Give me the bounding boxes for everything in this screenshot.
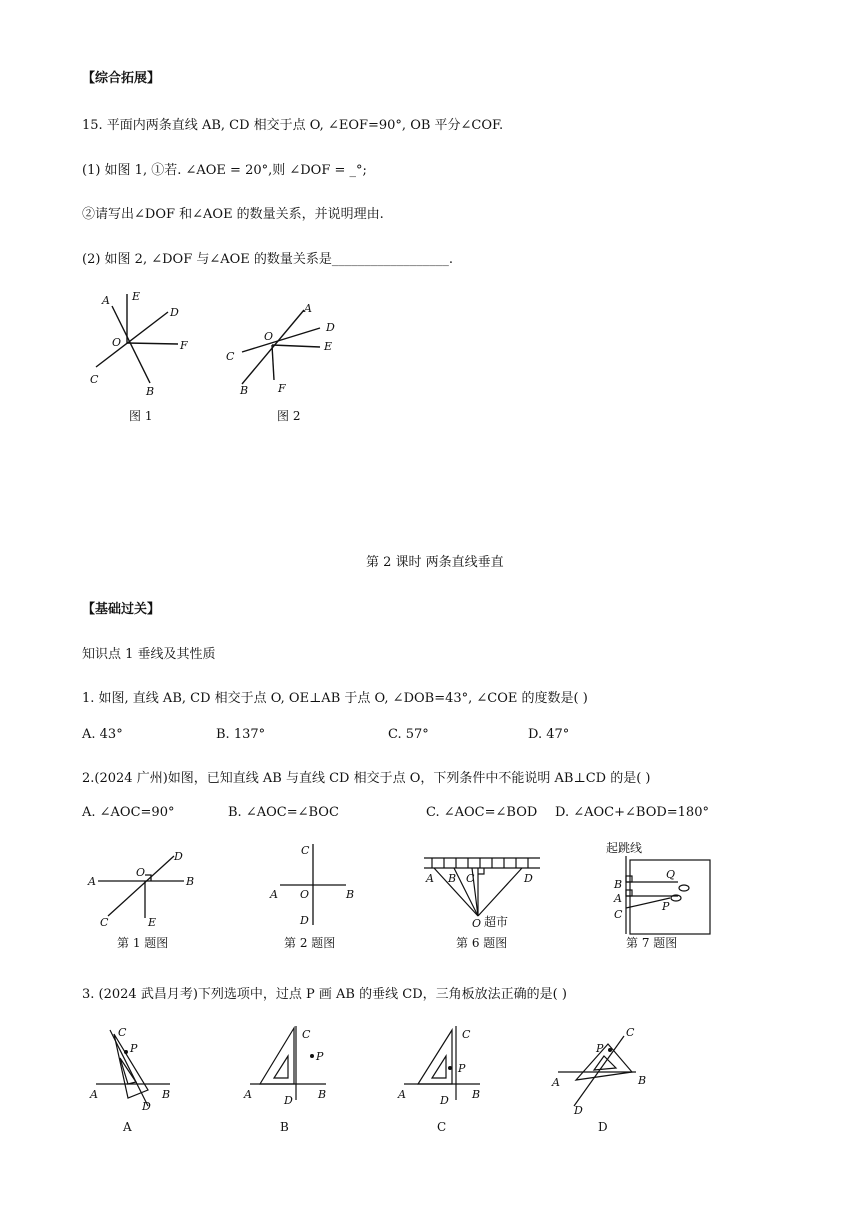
- svg-text:C: C: [226, 350, 235, 363]
- svg-text:A: A: [426, 872, 434, 885]
- fig2-caption: 图 2: [277, 409, 301, 423]
- svg-text:E: E: [324, 340, 333, 353]
- q1-option-c: C. 57°: [388, 727, 429, 742]
- svg-text:Q: Q: [666, 868, 676, 881]
- svg-text:D: D: [300, 914, 309, 927]
- svg-text:C: C: [118, 1026, 127, 1039]
- svg-text:A: A: [102, 294, 110, 307]
- fig-q1-caption: 第 1 题图: [117, 936, 169, 950]
- q15-part1-a: (1) 如图 1, ①若. ∠AOE = 20°,则 ∠DOF = _°;: [82, 163, 367, 178]
- lesson-title: 第 2 课时 两条直线垂直: [366, 555, 504, 570]
- svg-text:O: O: [136, 866, 146, 879]
- q2-option-d: D. ∠AOC+∠BOD=180°: [555, 805, 709, 820]
- q2-option-c: C. ∠AOC=∠BOD: [426, 805, 538, 820]
- q3-figure-a: [88, 1022, 188, 1122]
- svg-text:C: C: [90, 373, 99, 386]
- q3-figure-c: [398, 1022, 498, 1122]
- fig1-caption: 图 1: [129, 409, 153, 423]
- q3-choice-b: B: [280, 1120, 289, 1134]
- figure-q6: [420, 852, 550, 942]
- svg-text:C: C: [302, 1028, 311, 1041]
- q3-figure-b: [242, 1022, 342, 1122]
- svg-text:E: E: [148, 916, 157, 929]
- svg-text:P: P: [596, 1042, 604, 1055]
- svg-text:O: O: [264, 330, 274, 343]
- q3-choice-a: A: [123, 1120, 132, 1134]
- q3-stem: 3. (2024 武昌月考)下列选项中，过点 P 画 AB 的垂线 CD，三角板放法正确的是( ): [82, 987, 567, 1002]
- svg-text:B: B: [614, 878, 623, 891]
- svg-text:D: D: [170, 306, 179, 319]
- svg-text:C: C: [626, 1026, 635, 1039]
- svg-text:D: D: [142, 1100, 151, 1113]
- q3-figure-d: [552, 1022, 662, 1122]
- q2-stem: 2.(2024 广州)如图，已知直线 AB 与直线 CD 相交于点 O，下列条件中不能说明 AB⊥CD 的是( ): [82, 771, 651, 786]
- svg-text:A: A: [614, 892, 622, 905]
- svg-text:F: F: [180, 339, 188, 352]
- svg-text:D: D: [174, 850, 183, 863]
- svg-text:A: A: [304, 302, 312, 315]
- svg-text:D: D: [284, 1094, 293, 1107]
- svg-text:B: B: [346, 888, 355, 901]
- fig-q6-caption: 第 6 题图: [456, 936, 508, 950]
- svg-text:C: C: [100, 916, 109, 929]
- svg-text:P: P: [662, 900, 670, 913]
- svg-text:D: D: [440, 1094, 449, 1107]
- fig7-jump-line-label: 起跳线: [606, 841, 643, 855]
- q2-option-a: A. ∠AOC=90°: [82, 805, 175, 820]
- q1-option-a: A. 43°: [82, 727, 123, 742]
- section-heading-comprehensive: 【综合拓展】: [82, 71, 161, 86]
- svg-text:B: B: [146, 385, 155, 398]
- fig-q7-caption: 第 7 题图: [626, 936, 678, 950]
- q15-figure-1: [80, 288, 210, 398]
- q15-part1-b: ②请写出∠DOF 和∠AOE 的数量关系，并说明理由.: [82, 207, 384, 222]
- figure-q2: [266, 840, 376, 930]
- svg-text:C: C: [466, 872, 475, 885]
- q15-part2: (2) 如图 2, ∠DOF 与∠AOE 的数量关系是__________________.: [82, 252, 454, 267]
- svg-text:B: B: [638, 1074, 647, 1087]
- svg-text:O: O: [472, 917, 482, 930]
- q2-option-b: B. ∠AOC=∠BOC: [228, 805, 339, 820]
- svg-text:A: A: [90, 1088, 98, 1101]
- q1-option-b: B. 137°: [216, 727, 266, 742]
- q15-stem: 15. 平面内两条直线 AB, CD 相交于点 O, ∠EOF=90°, OB 平分∠COF.: [82, 118, 504, 133]
- svg-text:B: B: [472, 1088, 481, 1101]
- svg-text:F: F: [278, 382, 286, 395]
- svg-text:A: A: [552, 1076, 560, 1089]
- knowledge-point: 知识点 1 垂线及其性质: [82, 647, 216, 662]
- svg-text:A: A: [398, 1088, 406, 1101]
- q15-figure-2: [222, 288, 352, 398]
- svg-text:D: D: [524, 872, 533, 885]
- figure-q7: [604, 838, 724, 938]
- svg-text:C: C: [462, 1028, 471, 1041]
- svg-text:P: P: [130, 1042, 138, 1055]
- svg-text:B: B: [186, 875, 195, 888]
- q1-option-d: D. 47°: [528, 727, 570, 742]
- svg-text:O: O: [300, 888, 310, 901]
- svg-text:D: D: [326, 321, 335, 334]
- svg-text:C: C: [614, 908, 623, 921]
- section-heading-basic: 【基础过关】: [82, 602, 161, 617]
- svg-text:B: B: [162, 1088, 171, 1101]
- q3-choice-d: D: [598, 1120, 608, 1134]
- fig-q2-caption: 第 2 题图: [284, 936, 336, 950]
- svg-text:P: P: [458, 1062, 466, 1075]
- figure-q1: [84, 846, 214, 936]
- svg-text:A: A: [88, 875, 96, 888]
- svg-text:B: B: [240, 384, 249, 397]
- svg-text:P: P: [316, 1050, 324, 1063]
- svg-text:D: D: [574, 1104, 583, 1117]
- svg-text:C: C: [301, 844, 310, 857]
- svg-text:E: E: [132, 290, 141, 303]
- svg-text:B: B: [318, 1088, 327, 1101]
- fig6-supermarket-label: 超市: [484, 915, 509, 929]
- svg-text:A: A: [244, 1088, 252, 1101]
- q1-stem: 1. 如图, 直线 AB, CD 相交于点 O, OE⊥AB 于点 O, ∠DOB=43°, ∠COE 的度数是( ): [82, 691, 588, 706]
- svg-text:A: A: [270, 888, 278, 901]
- svg-text:B: B: [448, 872, 457, 885]
- svg-text:O: O: [112, 336, 122, 349]
- q3-choice-c: C: [437, 1120, 447, 1134]
